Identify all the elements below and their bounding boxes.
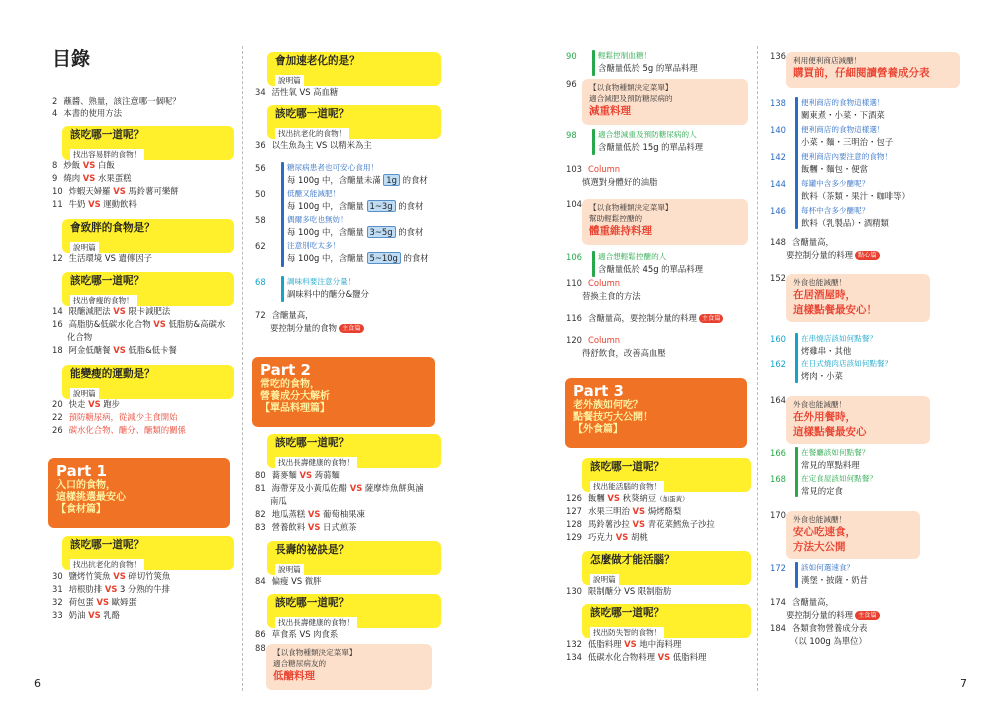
category-tag: 主食篇: [699, 314, 724, 323]
toc-entry[interactable]: 83 營養飲料 VS 日式煎茶: [255, 522, 357, 532]
toc-entry[interactable]: 103 Column: [566, 164, 621, 174]
toc-entry[interactable]: 144: [770, 179, 786, 189]
toc-entry[interactable]: 120 Column: [566, 335, 621, 345]
toc-entry[interactable]: 86 草食系 VS 肉食系: [255, 629, 339, 639]
toc-label: 注意別吃太多！: [287, 241, 341, 250]
toc-entry[interactable]: 飲料（茶類・果汁・咖啡等）: [801, 191, 910, 201]
toc-entry[interactable]: 得舒飲食，改善高血壓: [582, 348, 666, 358]
toc-entry[interactable]: 62: [255, 241, 266, 251]
menu-feature-box[interactable]: 外食也能減醣！ 在居酒屋時， 這樣點餐最安心！: [786, 274, 930, 322]
toc-label: 在餐廳該如何點餐？: [801, 448, 870, 457]
toc-entry[interactable]: 162: [770, 359, 786, 369]
accent-bar: [795, 562, 798, 588]
category-tag: 主食篇: [339, 324, 364, 333]
toc-entry[interactable]: 34 活性氧 VS 高血糖: [255, 87, 339, 97]
toc-entry[interactable]: 飲料（乳製品）・酒精類: [801, 218, 889, 228]
toc-entry[interactable]: 26 碳水化合物、醣分、醣類的關係: [52, 425, 186, 435]
toc-entry[interactable]: 170: [770, 510, 786, 520]
toc-entry[interactable]: 166: [770, 448, 786, 458]
toc-entry[interactable]: 142: [770, 152, 786, 162]
section-bubble: 該吃哪一道呢？ 找出抗老化的食物！: [267, 105, 441, 139]
toc-entry[interactable]: 146: [770, 206, 786, 216]
part-3-banner: Part 3 老外族如何吃？ 點餐技巧大公開！ 【外食篇】: [565, 378, 747, 448]
toc-entry[interactable]: 要控制分量的料理 點心篇: [786, 249, 880, 262]
column-divider: [242, 46, 243, 691]
toc-entry[interactable]: 96: [566, 79, 577, 89]
accent-bar: [795, 447, 798, 497]
part-1-banner: Part 1 入口的食物， 這樣挑選最安心 【食材篇】: [48, 458, 230, 528]
toc-entry[interactable]: 138: [770, 98, 786, 108]
toc-label: 在定食屋該如何點餐？: [801, 474, 877, 483]
toc-entry[interactable]: 調味料中的醣分&鹽分: [287, 289, 369, 299]
toc-entry[interactable]: 關東煮・小菜・下酒菜: [801, 110, 885, 120]
toc-entry[interactable]: 替換主食的方法: [582, 291, 641, 301]
toc-entry[interactable]: 含醣量低於 45g 的單品料理: [598, 264, 704, 274]
accent-bar: [795, 333, 798, 383]
toc-entry[interactable]: 136: [770, 51, 786, 61]
toc-entry[interactable]: 110 Column: [566, 278, 621, 288]
toc-entry[interactable]: 127 水果三明治 VS 焗烤酪梨: [566, 506, 682, 516]
section-bubble: 該吃哪一道呢？ 找出長壽健康的食物！: [267, 594, 441, 628]
toc-entry[interactable]: 9 燒肉 VS 水果蛋糕: [52, 173, 132, 183]
toc-entry[interactable]: 140: [770, 125, 786, 135]
menu-feature-box[interactable]: 外食也能減醣！ 在外用餐時， 這樣點餐最安心: [786, 396, 930, 444]
toc-entry[interactable]: 要控制分量的食物 主食篇: [270, 322, 364, 335]
section-bubble: 該吃哪一道呢？ 找出長壽健康的食物！: [267, 434, 441, 468]
toc-label: 適合想輕鬆控醣的人: [598, 252, 667, 261]
toc-entry[interactable]: 88: [255, 643, 266, 653]
toc-entry[interactable]: 58: [255, 215, 266, 225]
toc-entry-continued: 南瓜: [270, 496, 287, 506]
toc-label: 偶爾多吃也無妨！: [287, 215, 348, 224]
accent-bar: [795, 97, 798, 229]
section-bubble: 會加速老化的是？ 說明篇: [267, 52, 441, 86]
toc-entry[interactable]: 烤肉・小菜: [801, 371, 843, 381]
toc-label: 低醣又能減肥！: [287, 189, 341, 198]
toc-entry[interactable]: 慎選對身體好的油脂: [582, 177, 658, 187]
toc-entry[interactable]: 128 馬鈴薯沙拉 VS 青花菜鱈魚子沙拉: [566, 519, 715, 529]
toc-entry[interactable]: 要控制分量的料理 主食篇: [786, 609, 880, 622]
section-bubble: 該吃哪一道呢？ 找出抗老化的食物！: [62, 536, 234, 570]
category-tag: 主食篇: [855, 611, 880, 620]
toc-entry[interactable]: 18 阿金低醣餐 VS 低脂&低卡餐: [52, 345, 177, 355]
toc-entry[interactable]: 72 含醣量高，: [255, 310, 314, 320]
toc-entry[interactable]: 31 培根肋排 VS 3 分熟的牛排: [52, 584, 170, 594]
toc-label: 在串燒店該如何點餐？: [801, 334, 877, 343]
toc-entry[interactable]: 10 炸蝦天婦羅 VS 馬鈴薯可樂餅: [52, 186, 179, 196]
accent-bar: [281, 276, 284, 302]
toc-entry-continued: （以 100g 為單位）: [790, 636, 867, 646]
toc-entry[interactable]: 含醣量低於 5g 的單品料理: [598, 63, 698, 73]
toc-entry[interactable]: 11 牛奶 VS 運動飲料: [52, 199, 137, 209]
section-bubble: 能變瘦的運動是？ 說明篇: [62, 365, 234, 399]
toc-entry[interactable]: 84 偏瘦 VS 微胖: [255, 576, 322, 586]
toc-label: 便利商店的食物這樣選！: [801, 98, 885, 107]
page-title: 目錄: [52, 48, 91, 70]
section-bubble: 會致胖的食物是？ 說明篇: [62, 219, 234, 253]
toc-entry[interactable]: 172: [770, 563, 786, 573]
toc-entry[interactable]: 80 蕎麥麵 VS 蒟蒻麵: [255, 470, 340, 480]
toc-label: 便利商店內要注意的食物！: [801, 152, 893, 161]
toc-entry[interactable]: 常見的定食: [801, 486, 843, 496]
toc-entry[interactable]: 12 生活環境 VS 遺傳因子: [52, 253, 153, 263]
toc-label: 每罐中含多少醣呢？: [801, 179, 870, 188]
toc-entry[interactable]: 129 巧克力 VS 胡桃: [566, 532, 648, 542]
toc-entry[interactable]: 168: [770, 474, 786, 484]
toc-entry[interactable]: 56: [255, 163, 266, 173]
toc-entry[interactable]: 32 荷包蛋 VS 歐姆蛋: [52, 597, 137, 607]
toc-entry[interactable]: 160: [770, 334, 786, 344]
page-number-right: 7: [960, 677, 967, 690]
toc-label: 調味料要注意分量！: [287, 277, 356, 286]
toc-entry[interactable]: 50: [255, 189, 266, 199]
toc-entry[interactable]: 116 含醣量高，要控制分量的料理 主食篇: [566, 312, 723, 325]
toc-entry[interactable]: 漢堡・披薩・奶昔: [801, 575, 868, 585]
toc-entry[interactable]: 152: [770, 273, 786, 283]
toc-entry[interactable]: 126 飯糰 VS 秋葵納豆（加蛋黃）: [566, 493, 689, 503]
page-number-left: 6: [34, 677, 41, 690]
toc-entry-continued: 化合物: [67, 332, 93, 342]
toc-label: 糖尿病患者也可安心食用！: [287, 163, 379, 172]
section-bubble: 該吃哪一道呢？ 找出防失智的食物！: [582, 604, 751, 638]
toc-entry[interactable]: 82 地瓜蒸糕 VS 葡萄柚果凍: [255, 509, 365, 519]
toc-entry[interactable]: 飯糰・麵包・便當: [801, 164, 868, 174]
toc-entry[interactable]: 132 低脂料理 VS 地中海料理: [566, 639, 682, 649]
toc-entry[interactable]: 小菜・麵・三明治・包子: [801, 137, 894, 147]
section-bubble: 長壽的祕訣是？ 說明篇: [267, 541, 441, 575]
toc-entry[interactable]: 14 限醣減肥法 VS 限卡減肥法: [52, 306, 171, 316]
toc-entry[interactable]: 33 奶油 VS 乳酪: [52, 610, 121, 620]
toc-entry[interactable]: 8 炒飯 VS 白飯: [52, 160, 115, 170]
toc-label: 該如何選速食？: [801, 563, 855, 572]
menu-feature-box[interactable]: 【以食物種類決定菜單】 適合減肥及預防糖尿病的 減重料理: [582, 79, 748, 125]
toc-entry[interactable]: 常見的單點料理: [801, 460, 860, 470]
toc-entry[interactable]: 含醣量低於 15g 的單品料理: [598, 142, 704, 152]
toc-entry[interactable]: 16 高脂肪&低碳水化合物 VS 低脂肪&高碳水: [52, 319, 226, 329]
toc-entry[interactable]: 36 以生魚為主 VS 以精米為主: [255, 140, 372, 150]
toc-entry[interactable]: 4 本書的使用方法: [52, 108, 122, 118]
category-tag: 點心篇: [855, 251, 880, 260]
toc-entry[interactable]: 130 限制醣分 VS 限制脂肪: [566, 586, 672, 596]
menu-feature-box[interactable]: 【以食物種類決定菜單】 適合糖尿病友的 低醣料理: [266, 644, 432, 690]
toc-entry[interactable]: 148 含醣量高，: [770, 237, 834, 247]
toc-entry[interactable]: 每 100g 中，含醣量 5~10g 的食材: [287, 253, 429, 263]
section-bubble: 該吃哪一道呢？ 找出能活腦的食物！: [582, 458, 751, 492]
toc-label: 便利商店的食物這樣選！: [801, 125, 885, 134]
column-divider: [757, 46, 758, 691]
toc-entry[interactable]: 68: [255, 277, 266, 287]
toc-entry[interactable]: 30 鹽烤竹筴魚 VS 碎切竹筴魚: [52, 571, 171, 581]
toc-entry[interactable]: 174 含醣量高，: [770, 597, 834, 607]
toc-entry[interactable]: 每 100g 中，含醣量未滿 1g 的食材: [287, 175, 428, 185]
toc-entry[interactable]: 20 快走 VS 跑步: [52, 399, 121, 409]
toc-label: 在日式燒肉店該如何點餐？: [801, 359, 893, 368]
toc-entry[interactable]: 164: [770, 395, 786, 405]
menu-feature-box[interactable]: 利用便利商店減醣！ 購買前，仔細閱讀營養成分表: [786, 52, 960, 88]
accent-bar: [592, 129, 595, 155]
accent-bar: [281, 162, 284, 267]
toc-entry[interactable]: 104: [566, 199, 582, 209]
toc-entry[interactable]: 134 低碳水化合物料理 VS 低脂料理: [566, 652, 707, 662]
toc-entry[interactable]: 98: [566, 130, 577, 140]
toc-entry[interactable]: 烤雞串・其他: [801, 346, 852, 356]
toc-entry[interactable]: 184 各類食物營養成分表: [770, 623, 868, 633]
toc-entry[interactable]: 22 預防糖尿病，從減少主食開始: [52, 412, 178, 422]
toc-label: 輕鬆控制血糖！: [598, 51, 652, 60]
toc-entry[interactable]: 每 100g 中，含醣量 1~3g 的食材: [287, 201, 424, 211]
section-bubble: 該吃哪一道呢？ 找出容易胖的食物！: [62, 126, 234, 160]
toc-entry[interactable]: 106: [566, 252, 582, 262]
section-bubble: 該吃哪一道呢？ 找出會瘦的食物！: [62, 272, 234, 306]
toc-label: 每杯中含多少醣呢？: [801, 206, 870, 215]
accent-bar: [592, 251, 595, 277]
toc-entry[interactable]: 81 海帶芽及小黃瓜佐醋 VS 薩摩炸魚餅與滷: [255, 483, 424, 493]
part-2-banner: Part 2 常吃的食物， 營養成分大解析 【單品料理篇】: [252, 357, 435, 427]
menu-feature-box[interactable]: 【以食物種類決定菜單】 幫助輕鬆控醣的 體重維持料理: [582, 199, 748, 245]
toc-entry[interactable]: 2 蘸醬、熟量，該注意哪一個呢？: [52, 96, 181, 106]
section-bubble: 怎麼做才能活腦？ 說明篇: [582, 551, 751, 585]
toc-entry[interactable]: 90: [566, 51, 577, 61]
menu-feature-box[interactable]: 外食也能減醣！ 安心吃速食， 方法大公開: [786, 511, 920, 559]
accent-bar: [592, 50, 595, 76]
toc-entry[interactable]: 每 100g 中，含醣量 3~5g 的食材: [287, 227, 424, 237]
toc-label: 適合想減重及預防糖尿病的人: [598, 130, 697, 139]
